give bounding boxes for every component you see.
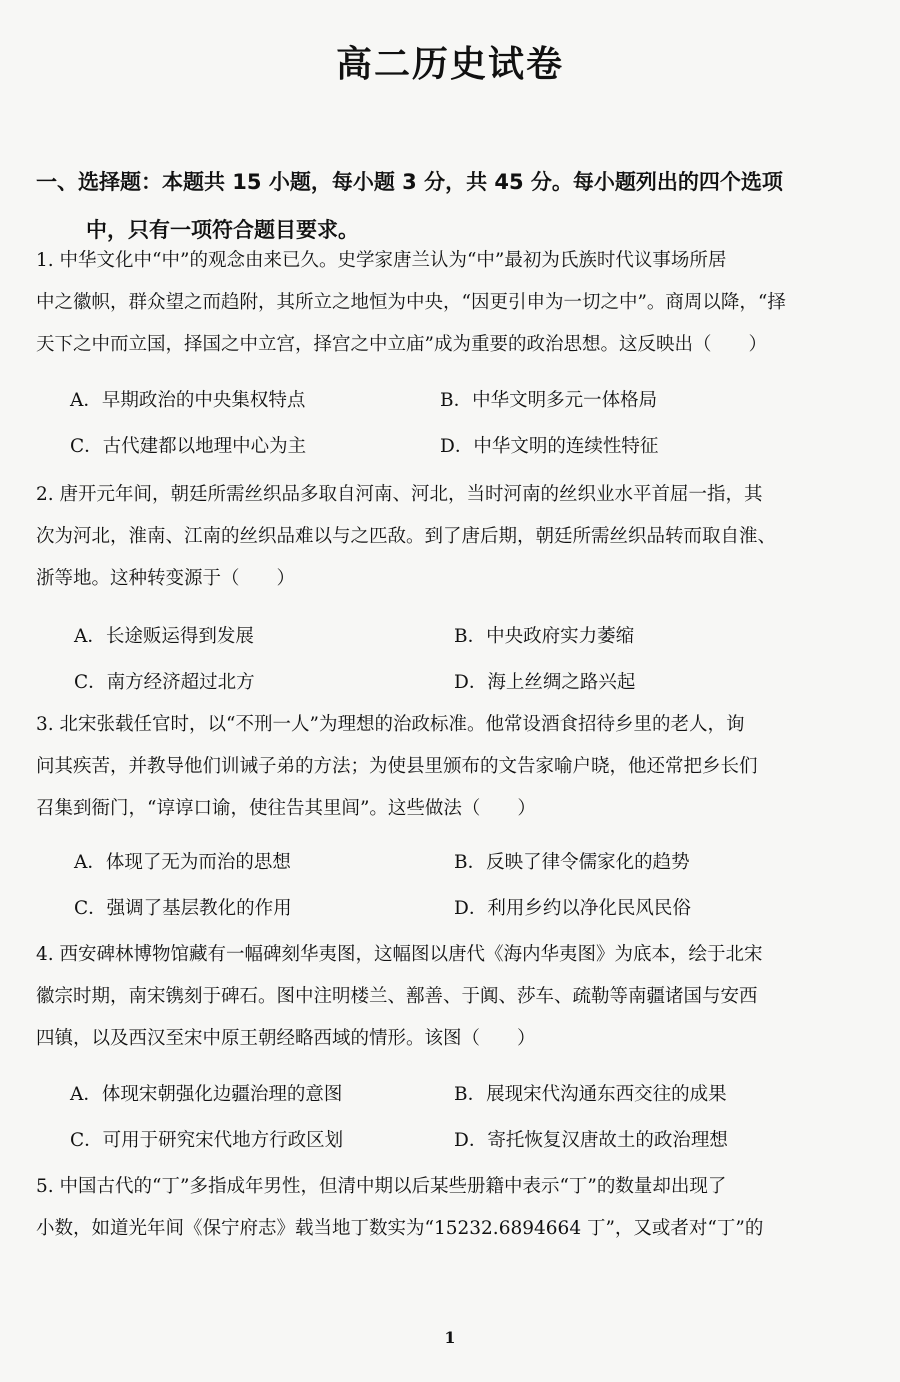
option-b[interactable]: B．反映了律令儒家化的趋势 [454, 852, 690, 873]
question-text-line: 4. 西安碑林博物馆藏有一幅碑刻华夷图，这幅图以唐代《海内华夷图》为底本，绘于北宋 [36, 944, 763, 965]
question-text-line: 3. 北宋张载任官时，以“不刑一人”为理想的治政标准。他常设酒食招待乡里的老人，询 [36, 714, 745, 735]
question-5 [36, 1166, 846, 1250]
option-c[interactable]: C．可用于研究宋代地方行政区划 [70, 1130, 344, 1151]
question-text-line: 次为河北，淮南、江南的丝织品难以与之匹敌。到了唐后期，朝廷所需丝织品转而取自淮、 [36, 526, 777, 547]
option-d[interactable]: D．利用乡约以净化民风民俗 [454, 898, 691, 919]
question-text-line: 中之徽帜，群众望之而趋附，其所立之地恒为中央，“因更引申为一切之中”。商周以降，“择 [36, 292, 786, 313]
section-heading-line-1: 一、选择题：本题共 15 小题，每小题 3 分，共 45 分。每小题列出的四个选项 [36, 170, 783, 194]
question-text-line: 问其疾苦，并教导他们训诫子弟的方法；为使县里颁布的文告家喻户晓，他还常把乡长们 [36, 756, 758, 777]
question-4 [36, 934, 846, 1060]
option-c[interactable]: C．强调了基层教化的作用 [74, 898, 292, 919]
option-b[interactable]: B．中央政府实力萎缩 [454, 626, 635, 647]
page-title: 高二历史试卷 [335, 44, 564, 85]
question-text-line: 小数，如道光年间《保宁府志》载当地丁数实为“15232.6894664 丁”，又或者对“丁”的 [36, 1218, 764, 1239]
question-text-line: 四镇，以及西汉至宋中原王朝经略西域的情形。该图（ ） [36, 1028, 536, 1049]
option-c[interactable]: C．南方经济超过北方 [74, 672, 255, 693]
option-b[interactable]: B．中华文明多元一体格局 [440, 390, 658, 411]
option-a[interactable]: A．长途贩运得到发展 [74, 626, 254, 647]
option-c[interactable]: C．古代建都以地理中心为主 [70, 436, 307, 457]
section-heading-line-2: 中，只有一项符合题目要求。 [86, 218, 359, 242]
question-3 [36, 704, 846, 830]
option-a[interactable]: A．体现宋朝强化边疆治理的意图 [70, 1084, 343, 1105]
question-text-line: 浙等地。这种转变源于（ ） [36, 568, 296, 589]
option-a[interactable]: A．体现了无为而治的思想 [74, 852, 291, 873]
option-d[interactable]: D．寄托恢复汉唐故土的政治理想 [454, 1130, 728, 1151]
question-1 [36, 240, 846, 366]
option-a[interactable]: A．早期政治的中央集权特点 [70, 390, 306, 411]
question-text-line: 徽宗时期，南宋镌刻于碑石。图中注明楼兰、鄯善、于阗、莎车、疏勒等南疆诸国与安西 [36, 986, 758, 1007]
question-text-line: 天下之中而立国，择国之中立宫，择宫之中立庙”成为重要的政治思想。这反映出（ ） [36, 334, 767, 355]
question-2 [36, 474, 846, 600]
question-text-line: 1. 中华文化中“中”的观念由来已久。史学家唐兰认为“中”最初为氏族时代议事场所居 [36, 250, 727, 271]
question-text-line: 2. 唐开元年间，朝廷所需丝织品多取自河南、河北，当时河南的丝织业水平首屈一指，其 [36, 484, 763, 505]
option-d[interactable]: D．中华文明的连续性特征 [440, 436, 659, 457]
question-text-line: 5. 中国古代的“丁”多指成年男性，但清中期以后某些册籍中表示“丁”的数量却出现了 [36, 1176, 727, 1197]
option-b[interactable]: B．展现宋代沟通东西交往的成果 [454, 1084, 727, 1105]
option-d[interactable]: D．海上丝绸之路兴起 [454, 672, 636, 693]
question-text-line: 召集到衙门，“谆谆口谕，使往告其里闾”。这些做法（ ） [36, 798, 536, 819]
page-number: 1 [444, 1328, 456, 1347]
